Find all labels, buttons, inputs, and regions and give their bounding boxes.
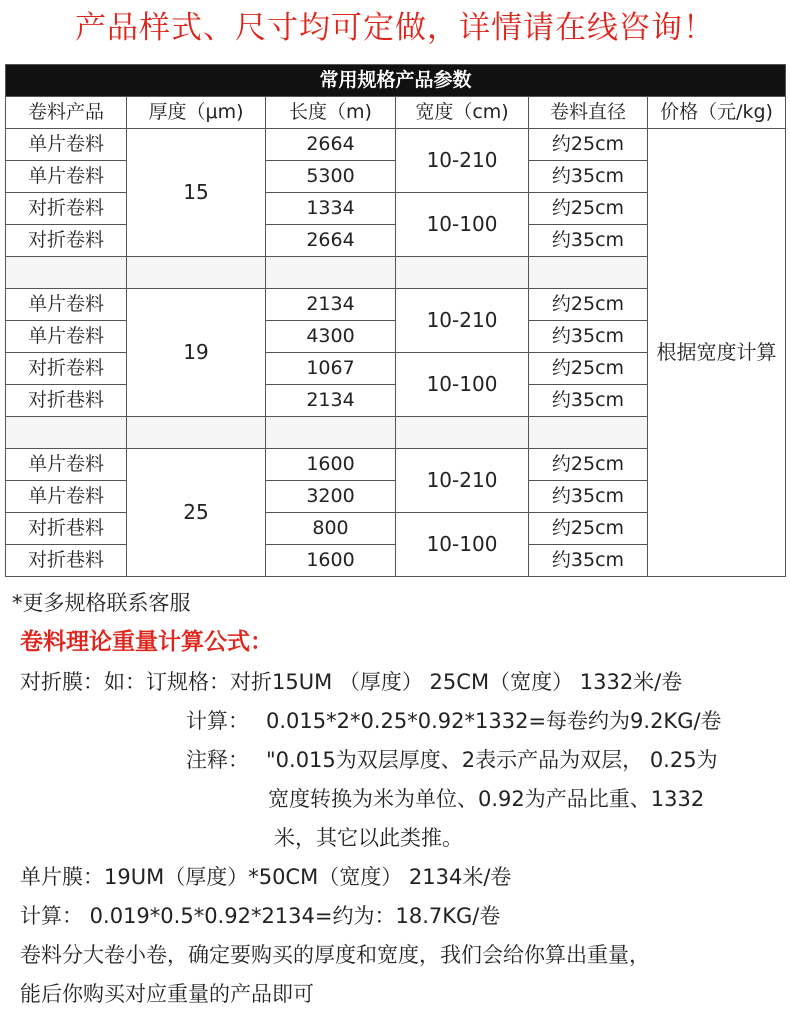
diameter-cell: 约25cm xyxy=(529,449,648,481)
product-cell: 对折卷料 xyxy=(6,353,127,385)
product-cell: 单片卷料 xyxy=(6,289,127,321)
table-row xyxy=(6,129,786,161)
diameter-cell: 约25cm xyxy=(529,513,648,545)
column-header: 长度（m) xyxy=(266,97,396,129)
formula-title: 卷料理论重量计算公式： xyxy=(20,629,273,655)
length-cell: 2134 xyxy=(266,289,396,321)
price-cell: 根据宽度计算 xyxy=(648,129,786,577)
diameter-cell: 约35cm xyxy=(529,161,648,193)
spec-table xyxy=(5,64,786,577)
width-cell: 10-100 xyxy=(396,513,529,577)
product-cell: 单片卷料 xyxy=(6,449,127,481)
length-cell: 2134 xyxy=(266,385,396,417)
purchase-tip-2: 能后你购买对应重量的产品即可 xyxy=(20,982,314,1006)
product-cell: 对折卷料 xyxy=(6,193,127,225)
remark-label: 注释： xyxy=(186,748,249,772)
remark-text-2: 宽度转换为米为单位、0.92为产品比重、1332 xyxy=(268,787,705,811)
thickness-cell: 25 xyxy=(127,449,266,577)
calc-value: 0.015*2*0.25*0.92*1332=每卷约为9.2KG/卷 xyxy=(266,709,722,733)
column-header: 卷料直径 xyxy=(529,97,648,129)
thickness-cell: 15 xyxy=(127,129,266,257)
table-title: 常用规格产品参数 xyxy=(6,65,786,97)
product-cell: 单片卷料 xyxy=(6,129,127,161)
folded-label: 对折膜：如：订规格： xyxy=(20,670,230,694)
diameter-cell: 约35cm xyxy=(529,321,648,353)
remark-text-3: 米，其它以此类推。 xyxy=(274,826,463,850)
product-cell: 对折巷料 xyxy=(6,513,127,545)
length-cell: 1600 xyxy=(266,545,396,577)
more-specs-note: *更多规格联系客服 xyxy=(12,591,191,615)
diameter-cell: 约25cm xyxy=(529,193,648,225)
remark-line xyxy=(186,744,718,776)
product-cell: 单片卷料 xyxy=(6,321,127,353)
diameter-cell: 约25cm xyxy=(529,353,648,385)
folded-spec: 对折15UM （厚度） 25CM（宽度） 1332米/卷 xyxy=(230,670,683,694)
length-cell: 1067 xyxy=(266,353,396,385)
folded-calc-line xyxy=(186,705,722,737)
length-cell: 3200 xyxy=(266,481,396,513)
column-header: 价格（元/kg) xyxy=(648,97,786,129)
diameter-cell: 约35cm xyxy=(529,545,648,577)
product-cell: 对折卷料 xyxy=(6,225,127,257)
promo-headline: 产品样式、尺寸均可定做，详情请在线咨询！ xyxy=(75,10,715,46)
product-cell: 单片卷料 xyxy=(6,481,127,513)
thickness-cell: 19 xyxy=(127,289,266,417)
column-header: 卷料产品 xyxy=(6,97,127,129)
column-header: 宽度（cm) xyxy=(396,97,529,129)
length-cell: 2664 xyxy=(266,225,396,257)
width-cell: 10-210 xyxy=(396,129,529,193)
column-header: 厚度（μm) xyxy=(127,97,266,129)
length-cell: 5300 xyxy=(266,161,396,193)
length-cell: 1334 xyxy=(266,193,396,225)
product-cell: 单片卷料 xyxy=(6,161,127,193)
length-cell: 4300 xyxy=(266,321,396,353)
width-cell: 10-210 xyxy=(396,289,529,353)
table-header-row xyxy=(6,97,786,129)
length-cell: 800 xyxy=(266,513,396,545)
diameter-cell: 约35cm xyxy=(529,385,648,417)
width-cell: 10-210 xyxy=(396,449,529,513)
single-film-calc: 计算： 0.019*0.5*0.92*2134=约为：18.7KG/卷 xyxy=(20,904,501,928)
purchase-tip-1: 卷料分大卷小卷，确定要购买的厚度和宽度，我们会给你算出重量， xyxy=(20,943,650,967)
width-cell: 10-100 xyxy=(396,193,529,257)
single-film-line: 单片膜：19UM（厚度）*50CM（宽度） 2134米/卷 xyxy=(20,865,512,889)
length-cell: 1600 xyxy=(266,449,396,481)
width-cell: 10-100 xyxy=(396,353,529,417)
diameter-cell: 约35cm xyxy=(529,481,648,513)
length-cell: 2664 xyxy=(266,129,396,161)
diameter-cell: 约35cm xyxy=(529,225,648,257)
folded-example-line xyxy=(20,666,682,698)
remark-text-1: "0.015为双层厚度、2表示产品为双层， 0.25为 xyxy=(266,748,718,772)
diameter-cell: 约25cm xyxy=(529,129,648,161)
product-cell: 对折巷料 xyxy=(6,385,127,417)
diameter-cell: 约25cm xyxy=(529,289,648,321)
product-cell: 对折巷料 xyxy=(6,545,127,577)
calc-label: 计算： xyxy=(186,709,249,733)
